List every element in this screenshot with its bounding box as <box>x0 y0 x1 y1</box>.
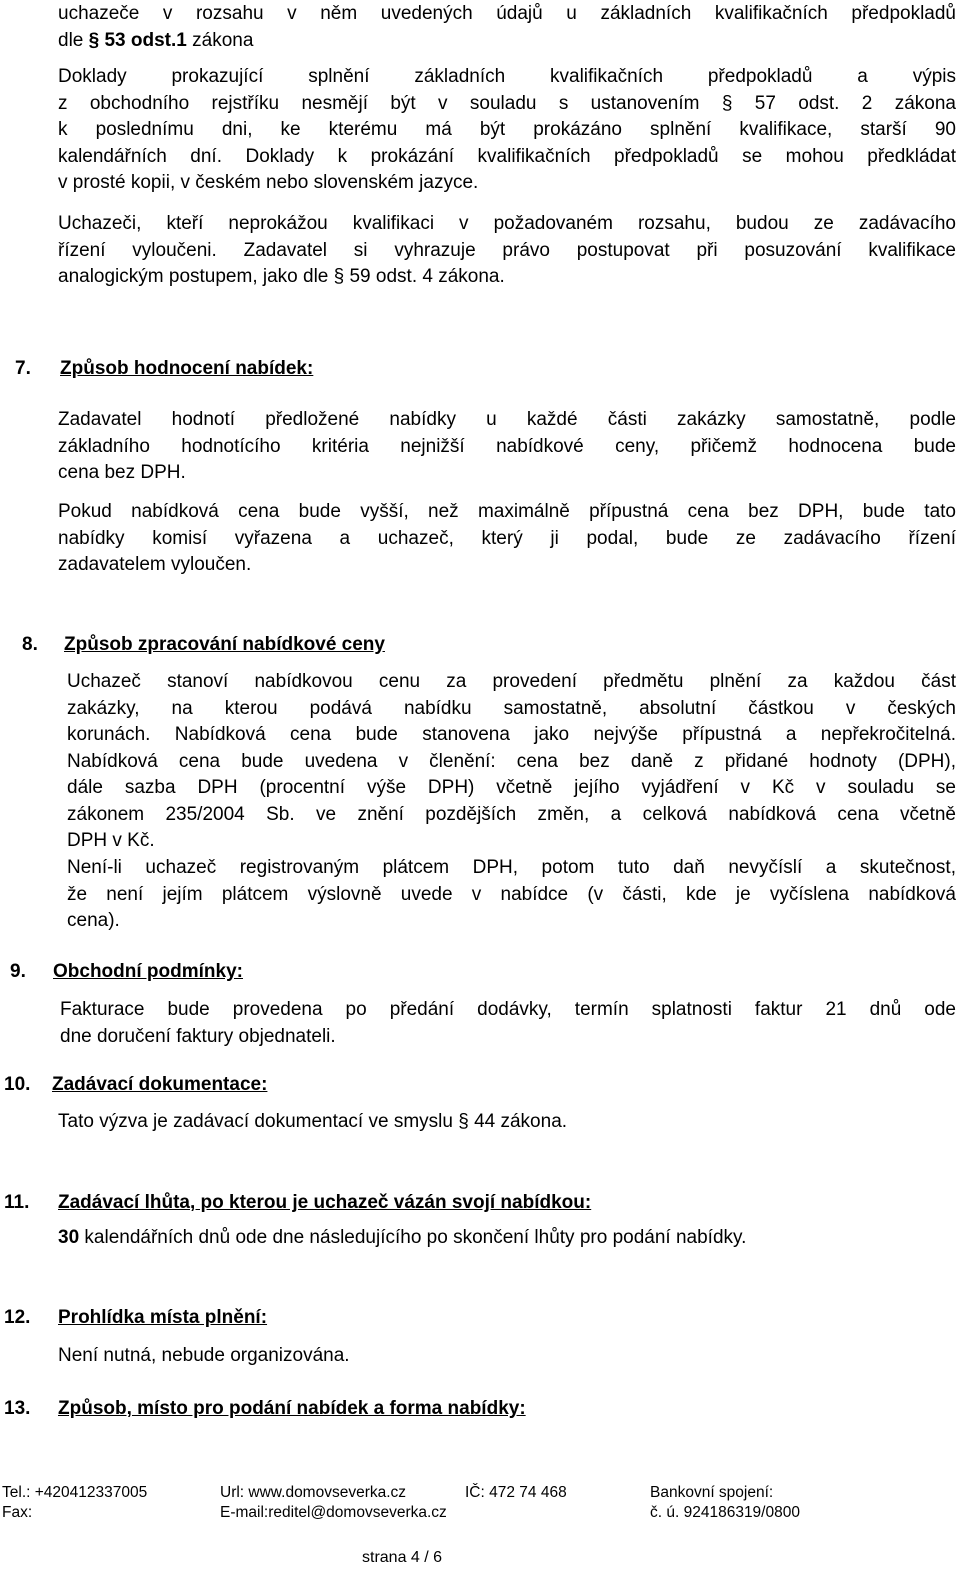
text-line: Uchazeč stanoví nabídkovou cenu za provedení předmětu plnění za každou část <box>67 671 956 692</box>
text-line: DPH v Kč. <box>67 830 155 851</box>
text-line: korunách. Nabídková cena bude stanovena jako nejvýše přípustná a nepřekročitelná. <box>67 724 956 745</box>
section-8-paragraph-1 <box>67 669 956 855</box>
text-line: Uchazeči, kteří neprokážou kvalifikaci v požadovaném rozsahu, budou ze zadávacího <box>58 213 956 234</box>
section-number: 8. <box>22 634 38 655</box>
text-line: kalendářních dní. Doklady k prokázání kvalifikačních předpokladů se mohou předkládat <box>58 145 956 167</box>
footer-email: E-mail:reditel@domovseverka.cz <box>220 1504 447 1521</box>
text-line: v prosté kopii, v českém nebo slovenském jazyce. <box>58 172 479 193</box>
days-count: 30 <box>58 1227 80 1248</box>
text-line: cena). <box>67 910 120 931</box>
section-7-paragraph-1 <box>58 407 956 487</box>
section-13-title <box>58 1396 526 1423</box>
section-11-title <box>58 1190 591 1217</box>
law-reference: § 53 odst.1 <box>88 29 187 51</box>
section-number: 10. <box>4 1074 31 1095</box>
section-13-heading <box>4 1396 30 1423</box>
section-12-heading <box>4 1305 30 1332</box>
text-line: Pokud nabídková cena bude vyšší, než maximálně přípustná cena bez DPH, bude tato <box>58 501 956 522</box>
section-number: 13. <box>4 1398 31 1419</box>
intro-block-2 <box>58 64 956 197</box>
text-line: zákonem 235/2004 Sb. ve znění pozdějších změn, a celková nabídková cena včetně <box>67 803 956 825</box>
section-12-title <box>58 1305 267 1332</box>
section-12-paragraph <box>58 1343 350 1370</box>
footer-account: č. ú. 924186319/0800 <box>650 1504 800 1521</box>
text-line: Tato výzva je zadávací dokumentací ve smyslu § 44 zákona. <box>58 1111 568 1132</box>
text-line: kalendářních dnů ode dne následujícího po skončení lhůty pro podání nabídky. <box>79 1227 747 1248</box>
text-line: řízení vyloučeni. Zadavatel si vyhrazuje právo postupovat při posuzování kvalifikace <box>58 239 956 261</box>
text-line: k poslednímu dni, ke kterému má být prokázáno splnění kvalifikace, starší 90 <box>58 119 956 140</box>
text-line: Není-li uchazeč registrovaným plátcem DPH, potom tuto daň nevyčíslí a skutečnost, <box>67 857 956 878</box>
section-9-heading <box>10 959 26 986</box>
section-8-paragraph-2 <box>67 855 956 935</box>
text-line: že není jejím plátcem výslovně uvede v nabídce (v části, kde je vyčíslena nabídková <box>67 883 956 905</box>
section-9-title <box>53 959 243 986</box>
section-title: Zadávací lhůta, po kterou je uchazeč vázán svojí nabídkou: <box>58 1192 592 1213</box>
text-line: Doklady prokazující splnění základních kvalifikačních předpokladů a výpis <box>58 66 956 87</box>
section-8-title <box>64 632 385 659</box>
text-line: analogickým postupem, jako dle § 59 odst. 4 zákona. <box>58 266 505 287</box>
section-number: 11. <box>4 1192 30 1213</box>
section-number: 9. <box>10 961 26 982</box>
section-title: Způsob zpracování nabídkové ceny <box>64 634 385 655</box>
footer-tel: Tel.: +420412337005 <box>2 1484 148 1501</box>
text-line: Fakturace bude provedena po předání dodávky, termín splatnosti faktur 21 dnů ode <box>60 999 956 1020</box>
text-line: uchazeče v rozsahu v něm uvedených údajů u základních kvalifikačních předpokladů <box>58 3 956 24</box>
text-line: Není nutná, nebude organizována. <box>58 1345 350 1366</box>
footer-url: Url: www.domovseverka.cz <box>220 1484 407 1501</box>
section-title: Způsob, místo pro podání nabídek a forma nabídky: <box>58 1398 526 1419</box>
intro-block-3 <box>58 211 956 291</box>
section-11-paragraph <box>58 1225 746 1252</box>
footer-bank-label: Bankovní spojení: <box>650 1484 774 1501</box>
section-7-title <box>60 356 313 383</box>
section-title: Obchodní podmínky: <box>53 961 243 982</box>
section-number: 12. <box>4 1307 31 1328</box>
section-7-paragraph-2 <box>58 499 956 579</box>
section-title: Zadávací dokumentace: <box>52 1074 268 1095</box>
section-11-heading <box>4 1190 29 1217</box>
text-line: základního hodnotícího kritéria nejnižší nabídkové ceny, přičemž hodnocena bude <box>58 435 956 457</box>
section-title: Způsob hodnocení nabídek: <box>60 358 314 379</box>
page-number: strana 4 / 6 <box>362 1549 443 1566</box>
section-title: Prohlídka místa plnění: <box>58 1307 268 1328</box>
text-line: dne doručení faktury objednateli. <box>60 1025 336 1047</box>
intro-block-1 <box>58 1 956 54</box>
section-7-heading <box>15 356 31 383</box>
section-8-heading <box>22 632 38 659</box>
text-line: zadavatelem vyloučen. <box>58 554 252 575</box>
footer-ic: IČ: 472 74 468 <box>465 1484 567 1501</box>
text-line: z obchodního rejstříku nesmějí být v souladu s ustanovením § 57 odst. 2 zákona <box>58 92 956 114</box>
section-10-title <box>52 1072 267 1099</box>
text-line: dle § 53 odst.1 zákona <box>58 29 254 51</box>
section-number: 7. <box>15 358 31 379</box>
section-10-heading <box>4 1072 30 1099</box>
section-10-paragraph <box>58 1109 567 1136</box>
text-line: Nabídková cena bude uvedena v členění: cena bez daně z přidané hodnoty (DPH), <box>67 750 956 772</box>
section-9-paragraph <box>60 997 956 1050</box>
text-line: cena bez DPH. <box>58 462 186 483</box>
text-line: Zadavatel hodnotí předložené nabídky u každé části zakázky samostatně, podle <box>58 409 956 430</box>
text-line: zakázky, na kterou podává nabídku samostatně, absolutní částkou v českých <box>67 697 956 719</box>
text-line: nabídky komisí vyřazena a uchazeč, který ji podal, bude ze zadávacího řízení <box>58 527 956 549</box>
footer-fax: Fax: <box>2 1504 33 1521</box>
text-line: dále sazba DPH (procentní výše DPH) včetně jejího vyjádření v Kč v souladu se <box>67 777 956 798</box>
